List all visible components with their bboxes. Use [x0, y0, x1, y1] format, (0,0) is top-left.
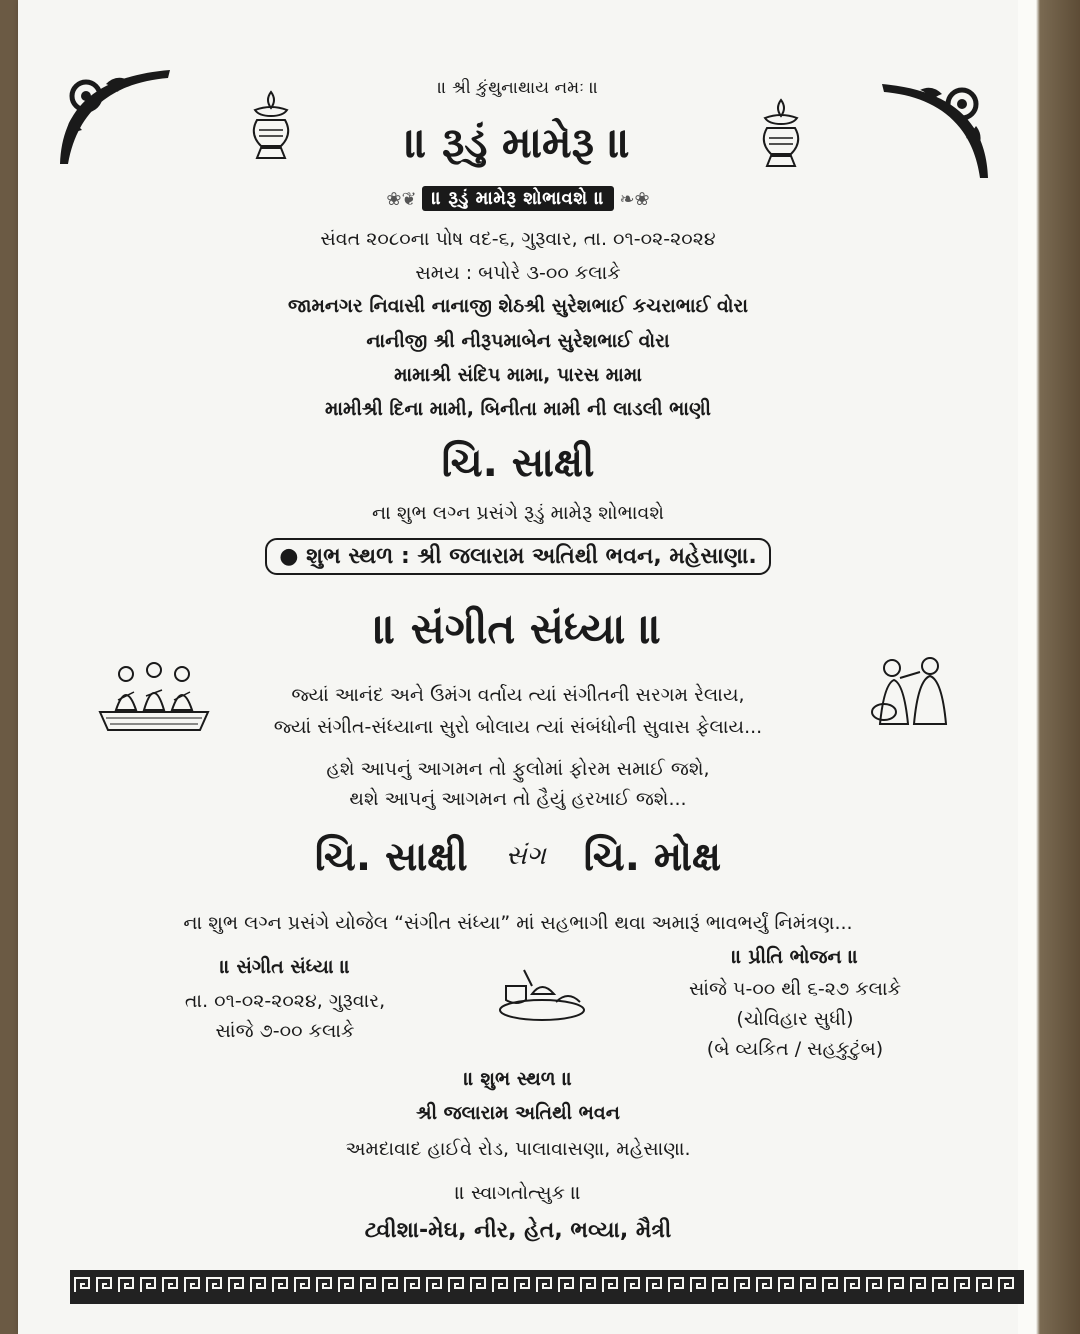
sangeet-details: [160, 956, 410, 1042]
venue-address: અમદાવાદ હાઈવે રોડ, પાલાવાસણા, મહેસાણા.: [345, 1138, 691, 1160]
poem-line-2: જ્યાં સંગીત-સંધ્યાના સુરો બોલાય ત્યાં સંબંધોની સુવાસ ફેલાય...: [273, 716, 763, 738]
badge-row: [18, 186, 1018, 211]
welcome-heading: ॥ સ્વાગતોત્સુક ॥: [454, 1182, 581, 1204]
page-title: ॥ રૂડું મામેરૂ ॥: [405, 118, 631, 167]
bhojan-note: (ચોવિહાર સુધી): [736, 1008, 854, 1030]
family-line-1: જામનગર નિવાસી નાનાજી શેઠશ્રી સુરેશભાઈ કચરાભાઈ વોરા: [287, 295, 749, 317]
bhojan-guests: (બે વ્યકિત / સહકુટુંબ): [706, 1038, 884, 1060]
welcome-names: ટ્વીશા-મેઘ, નીર, હેત, ભવ્યા, મૈત્રી: [364, 1218, 672, 1243]
family-line-2: નાનીજી શ્રી નીરૂપમાબેન સુરેશભાઈ વોરા: [366, 330, 670, 352]
mameru-badge: ॥ રૂડું મામેરૂ શોભાવશે ॥: [422, 186, 615, 211]
sangeet-title: ॥ સંગીત સંધ્યા ॥: [373, 604, 663, 653]
bhojan-details: [670, 946, 920, 1060]
sangeet-date: તા. ૦૧-૦૨-૨૦૨૪, ગુરૂવાર,: [184, 990, 386, 1012]
card-edge: [1018, 0, 1080, 1334]
bride-name: ચિ. સાક્ષી: [441, 440, 595, 486]
swirl-right-icon: ❧❀: [619, 189, 650, 210]
venue-name: શ્રી જલારામ અતિથી ભવન: [416, 1102, 620, 1124]
poem-line-1: જ્યાં આનંદ અને ઉમંગ વર્તાય ત્યાં સંગીતની સરગમ રેલાય,: [291, 684, 745, 706]
venue-heading: ॥ શુભ સ્થળ ॥: [463, 1068, 573, 1090]
swirl-left-icon: ❀❦: [386, 189, 417, 210]
bhojan-time: સાંજે ૫-૦૦ થી ૬-૨૭ કલાકે: [688, 978, 902, 1000]
couple-groom: ચિ. મોક્ષ: [583, 834, 722, 880]
family-line-3: મામાશ્રી સંદિપ મામા, પારસ મામા: [394, 364, 642, 386]
decorative-border: [70, 1270, 1024, 1304]
bhojan-heading: ॥ પ્રીતિ ભોજન ॥: [731, 946, 859, 968]
date-line: સંવત ૨૦૮૦ના પોષ વદ-૬, ગુરૂવાર, તા. ૦૧-૦૨-૨૦૨૪: [320, 228, 716, 250]
family-line-4: મામીશ્રી દિના મામી, બિનીતા મામી ની લાડલી ભાણી: [324, 398, 711, 420]
poem-line-4: થશે આપનું આગમન તો હૈયું હરખાઈ જશે...: [349, 788, 687, 810]
sangeet-time: સાંજે ૭-૦૦ કલાકે: [215, 1020, 355, 1042]
couple-sang: સંગ: [505, 841, 546, 871]
food-thali-illustration-icon: [496, 966, 588, 1024]
couple-row: [18, 834, 1018, 880]
poem-line-3: હશે આપનું આગમન તો ફુલોમાં ફોરમ સમાઈ જશે,: [326, 758, 710, 780]
couple-bride: ચિ. સાક્ષી: [314, 834, 468, 880]
sangeet-heading: ॥ સંગીત સંધ્યા ॥: [219, 956, 351, 978]
border-pattern-icon: [72, 1272, 1018, 1298]
mameru-line: ના શુભ લગ્ન પ્રસંગે રૂડું મામેરૂ શોભાવશે: [372, 502, 664, 524]
venue-box-row: [18, 538, 1018, 575]
time-line: સમય : બપોરે ૩-૦૦ કલાકે: [415, 262, 621, 284]
invite-line: ના શુભ લગ્ન પ્રસંગે યોજેલ “સંગીત સંધ્યા” માં સહભાગી થવા અમારૂં ભાવભર્યું નિમંત્રણ...: [183, 912, 853, 934]
invocation-text: ॥ શ્રી કુંથુનાથાય નમઃ ॥: [437, 78, 599, 98]
venue-box: ● શુભ સ્થળ : શ્રી જલારામ અતિથી ભવન, મહેસાણા.: [265, 538, 770, 575]
